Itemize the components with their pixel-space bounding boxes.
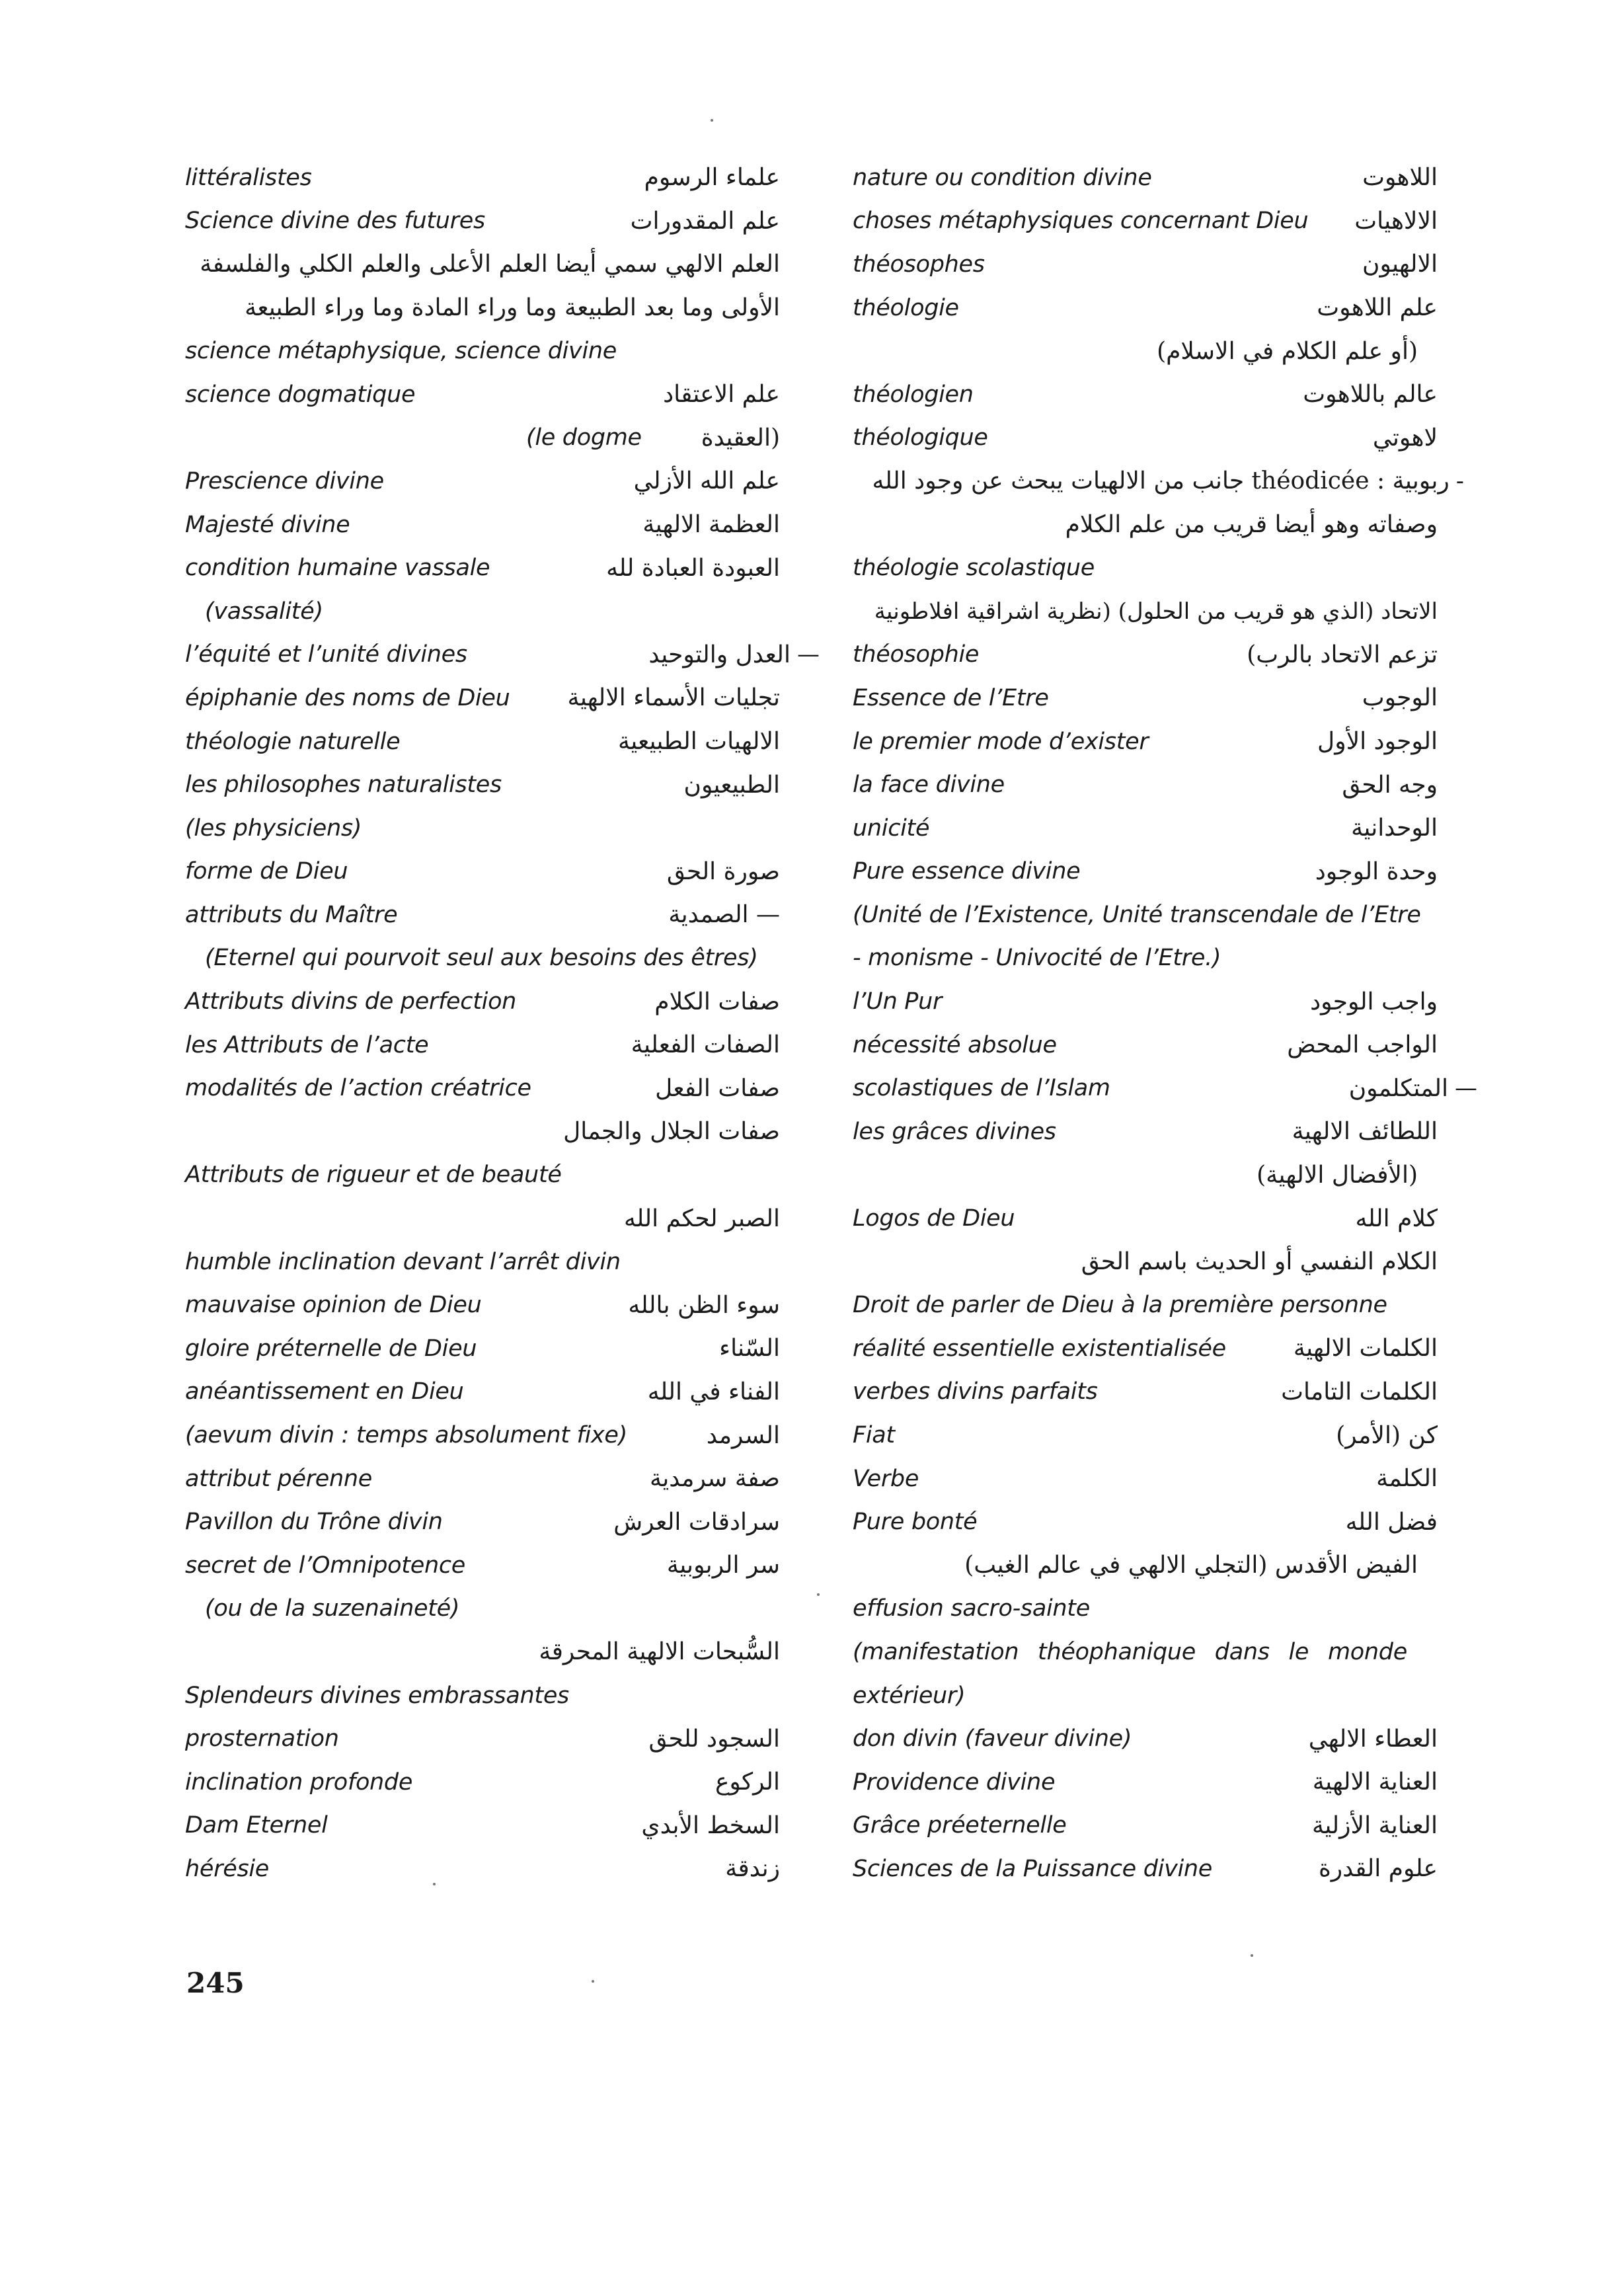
entry-row	[853, 1500, 1438, 1544]
french-term: forme de Dieu	[185, 858, 348, 885]
entry-row	[853, 937, 1438, 980]
french-term: don divin (faveur divine)	[853, 1725, 1132, 1753]
scan-speck	[1251, 1954, 1253, 1957]
arabic-term: العلم الالهي سمي أيضا العلم الأعلى والعلم الكلي والفلسفة	[200, 251, 780, 278]
french-term: nécessité absolue	[853, 1031, 1057, 1058]
dash-mark: —	[797, 641, 820, 668]
entry-row	[185, 286, 780, 330]
entry-row	[185, 373, 780, 416]
arabic-term: سر الربوبية	[666, 1552, 780, 1579]
french-term: (le dogme	[525, 424, 642, 452]
french-term: unicité	[853, 814, 930, 842]
entry-row	[853, 1197, 1438, 1240]
arabic-term: الطبيعيون	[683, 771, 780, 799]
entry-row	[853, 1457, 1438, 1501]
entry-row	[185, 1500, 780, 1544]
entry-row	[853, 807, 1438, 850]
entry-row	[185, 763, 780, 807]
arabic-term: السرمد	[706, 1421, 780, 1449]
french-term: réalité essentielle existentialisée	[853, 1335, 1226, 1362]
arabic-term: الالاهيات	[1354, 207, 1438, 235]
entry-row	[853, 503, 1438, 547]
arabic-term: الوجوب	[1362, 684, 1438, 712]
french-term: anéantissement en Dieu	[185, 1378, 464, 1405]
entry-row	[853, 546, 1438, 590]
arabic-term: اللطائف الالهية	[1292, 1118, 1438, 1146]
french-term: Fiat	[853, 1422, 895, 1449]
entry-row	[853, 1283, 1438, 1327]
entry-row	[853, 243, 1438, 286]
arabic-term: الفيض الأقدس (التجلي الالهي في عالم الغيب)	[964, 1552, 1418, 1579]
french-term: mauvaise opinion de Dieu	[185, 1292, 482, 1319]
french-term: modalités de l’action créatrice	[185, 1075, 531, 1102]
entry-row	[185, 1154, 780, 1197]
arabic-term: السّناء	[719, 1335, 780, 1363]
arabic-term: الوحدانية	[1351, 814, 1438, 842]
arabic-term: صفات الجلال والجمال	[563, 1118, 780, 1146]
french-term: Prescience divine	[185, 467, 384, 495]
entry-row	[185, 1066, 780, 1110]
arabic-term: العطاء الالهي	[1308, 1725, 1438, 1753]
arabic-term: — الصمدية	[668, 901, 780, 929]
entry-row	[185, 1674, 780, 1718]
entry-row	[185, 1457, 780, 1501]
arabic-term: (الأفضال الالهية)	[1257, 1161, 1418, 1189]
entry-row	[853, 1154, 1438, 1197]
arabic-term: كلام الله	[1355, 1205, 1438, 1232]
french-term: Droit de parler de Dieu à la première personne	[853, 1292, 1387, 1319]
arabic-term: تزعم الاتحاد بالرب)	[1247, 641, 1438, 668]
scan-speck	[592, 1980, 594, 1983]
arabic-term: علوم القدرة	[1318, 1855, 1438, 1883]
scan-speck	[817, 1593, 820, 1596]
french-term: Logos de Dieu	[853, 1205, 1015, 1232]
arabic-term: العدل والتوحيد	[648, 641, 791, 668]
arabic-term: العظمة الالهية	[642, 511, 780, 539]
french-term: condition humaine vassale	[185, 555, 490, 582]
entry-row	[185, 1370, 780, 1414]
french-term: les grâces divines	[853, 1118, 1056, 1145]
arabic-term: الأولى وما بعد الطبيعة وما وراء المادة وما وراء الطبيعة	[245, 294, 780, 322]
entry-row	[853, 850, 1438, 894]
arabic-term: (العقيدة	[701, 424, 780, 452]
arabic-term: وجه الحق	[1342, 771, 1438, 799]
scan-speck	[433, 1883, 436, 1885]
entry-row	[185, 1847, 780, 1891]
entry-row	[853, 1761, 1438, 1804]
french-term: gloire préternelle de Dieu	[185, 1335, 477, 1362]
arabic-term: السُّبحات الالهية المحرقة	[539, 1638, 780, 1666]
french-term: Science divine des futures	[185, 208, 485, 235]
french-term: théologie naturelle	[185, 728, 401, 755]
french-term: Attributs de rigueur et de beauté	[185, 1162, 562, 1189]
french-term: Pure bonté	[853, 1509, 978, 1536]
arabic-term: المتكلمون	[1348, 1074, 1448, 1102]
entry-row	[853, 763, 1438, 807]
french-term: le premier mode d’exister	[853, 728, 1149, 755]
french-term: Dam Eternel	[185, 1812, 328, 1839]
right-column	[853, 156, 1477, 1891]
french-term: humble inclination devant l’arrêt divin	[185, 1248, 621, 1275]
arabic-term: وحدة الوجود	[1315, 857, 1438, 885]
french-term: théosophes	[853, 251, 985, 278]
french-term: épiphanie des noms de Dieu	[185, 684, 510, 711]
entry-row	[853, 416, 1438, 460]
arabic-term: فضل الله	[1345, 1508, 1438, 1536]
arabic-term: علماء الرسوم	[644, 164, 780, 192]
french-term: choses métaphysiques concernant Dieu	[853, 208, 1309, 235]
french-term: Attributs divins de perfection	[185, 988, 517, 1015]
entry-row	[853, 373, 1438, 416]
scan-speck	[711, 119, 713, 122]
entry-row	[853, 980, 1438, 1023]
french-term: littéralistes	[185, 164, 312, 191]
entry-row	[853, 1587, 1438, 1631]
french-term: scolastiques de l’Islam	[853, 1075, 1110, 1102]
french-term: les philosophes naturalistes	[185, 772, 502, 799]
french-term: extérieur)	[853, 1682, 966, 1709]
french-term: verbes divins parfaits	[853, 1378, 1098, 1405]
entry-row	[853, 1023, 1438, 1067]
french-term: l’Un Pur	[853, 988, 943, 1015]
arabic-term: الكلمات التامات	[1281, 1378, 1438, 1405]
arabic-term: تجليات الأسماء الالهية	[567, 684, 780, 712]
arabic-term: ربوبية : théodicée جانب من الالهيات يبحث عن وجود الله	[872, 467, 1450, 495]
french-term: l’équité et l’unité divines	[185, 641, 467, 668]
entry-row	[853, 1240, 1438, 1284]
arabic-term: عالم باللاهوت	[1303, 381, 1438, 409]
french-term: science métaphysique, science divine	[185, 338, 617, 365]
french-term: Essence de l’Etre	[853, 684, 1049, 711]
arabic-term: علم المقدورات	[630, 207, 780, 235]
entry-row	[185, 1327, 780, 1370]
entry-row	[185, 807, 780, 850]
dash-mark: -	[1455, 467, 1464, 495]
french-term: Grâce préeternelle	[853, 1812, 1067, 1839]
french-term: Pure essence divine	[853, 858, 1081, 885]
entry-row	[185, 633, 820, 677]
arabic-term: كن (الأمر)	[1336, 1421, 1438, 1449]
french-term: nature ou condition divine	[853, 164, 1152, 191]
arabic-term: العناية الالهية	[1312, 1768, 1438, 1796]
french-term: secret de l’Omnipotence	[185, 1552, 466, 1579]
french-term: (Unité de l’Existence, Unité transcendale de l’Etre	[853, 901, 1421, 928]
entry-row	[853, 459, 1464, 503]
arabic-term: السخط الأبدي	[641, 1811, 780, 1839]
arabic-term: سوء الظن بالله	[628, 1291, 780, 1319]
arabic-term: لاهوتي	[1372, 424, 1438, 452]
entry-row	[185, 1023, 780, 1067]
entry-row	[853, 1110, 1438, 1154]
french-term: Providence divine	[853, 1768, 1056, 1796]
french-term: (Eternel qui pourvoit seul aux besoins des êtres)	[205, 945, 758, 972]
entry-row	[185, 1544, 780, 1587]
entry-row	[185, 1110, 780, 1154]
arabic-term: سرادقات العرش	[613, 1508, 780, 1536]
french-term: (les physiciens)	[185, 814, 362, 842]
arabic-term: الصبر لحكم الله	[623, 1205, 780, 1232]
arabic-term: صفة سرمدية	[649, 1465, 780, 1493]
entry-row	[185, 416, 780, 460]
entry-row	[853, 1413, 1438, 1457]
arabic-term: الواجب المحض	[1287, 1031, 1438, 1059]
french-term: (vassalité)	[205, 598, 323, 625]
arabic-term: الاتحاد (الذي هو قريب من الحلول) (نظرية اشراقية افلاطونية	[874, 598, 1438, 625]
arabic-term: السجود للحق	[648, 1725, 780, 1753]
french-term: théosophie	[853, 641, 980, 668]
entry-row	[185, 329, 780, 373]
dash-mark: —	[1455, 1075, 1477, 1102]
french-term: inclination profonde	[185, 1768, 413, 1796]
arabic-term: الكلمة	[1376, 1465, 1438, 1493]
entry-row	[853, 720, 1438, 764]
entry-row	[853, 1717, 1438, 1761]
french-term: attribut pérenne	[185, 1465, 373, 1492]
french-term: (manifestation théophanique dans le monde	[853, 1638, 1407, 1665]
entry-row	[853, 1630, 1438, 1674]
entry-row	[185, 590, 780, 633]
entry-row	[853, 329, 1438, 373]
entry-row	[185, 676, 780, 720]
french-term: théologique	[853, 424, 988, 452]
french-term: prosternation	[185, 1725, 339, 1753]
left-column	[185, 156, 820, 1891]
french-term: Pavillon du Trône divin	[185, 1509, 443, 1536]
arabic-term: علم الاعتقاد	[663, 381, 780, 409]
entry-row	[185, 1587, 780, 1631]
entry-row	[853, 200, 1438, 243]
entry-row	[185, 720, 780, 764]
arabic-term: العبودة العبادة لله	[606, 554, 780, 582]
french-term: science dogmatique	[185, 381, 416, 408]
entry-row	[185, 893, 780, 937]
arabic-term: اللاهوت	[1362, 164, 1438, 192]
entry-row	[853, 590, 1438, 633]
entry-row	[185, 1804, 780, 1848]
arabic-term: العناية الأزلية	[1312, 1811, 1438, 1839]
arabic-term: الكلمات الالهية	[1293, 1335, 1438, 1363]
french-term: - monisme - Univocité de l’Etre.)	[853, 945, 1221, 972]
arabic-term: الكلام النفسي أو الحديث باسم الحق	[1081, 1248, 1438, 1276]
french-term: théologien	[853, 381, 974, 408]
french-term: attributs du Maître	[185, 901, 398, 928]
french-term: effusion sacro-sainte	[853, 1595, 1090, 1622]
entry-row	[185, 156, 780, 200]
arabic-term: الالهيات الطبيعية	[617, 728, 780, 756]
entry-row	[185, 503, 780, 547]
arabic-term: الصفات الفعلية	[631, 1031, 780, 1059]
arabic-term: الركوع	[715, 1768, 780, 1796]
arabic-term: صورة الحق	[666, 857, 780, 885]
entry-row	[853, 893, 1438, 937]
french-term: hérésie	[185, 1855, 270, 1882]
entry-row	[853, 286, 1438, 330]
entry-row	[185, 1717, 780, 1761]
arabic-term: وصفاته وهو أيضا قريب من علم الكلام	[1065, 511, 1438, 539]
entry-row	[185, 200, 780, 243]
french-term: les Attributs de l’acte	[185, 1031, 429, 1058]
entry-row	[185, 459, 780, 503]
entry-row	[853, 1804, 1438, 1848]
arabic-term: واجب الوجود	[1310, 988, 1438, 1015]
french-term: théologie	[853, 294, 959, 321]
entry-row	[185, 546, 780, 590]
entry-row	[853, 1544, 1438, 1587]
french-term: Majesté divine	[185, 511, 350, 538]
entry-row	[185, 937, 780, 980]
entry-row	[185, 1761, 780, 1804]
arabic-term: زندقة	[725, 1855, 780, 1883]
entry-row	[185, 243, 780, 286]
arabic-term: الوجود الأول	[1317, 728, 1438, 756]
arabic-term: علم الله الأزلي	[633, 467, 780, 495]
french-term: (aevum divin : temps absolument fixe)	[185, 1422, 628, 1449]
french-term: (ou de la suzenaineté)	[205, 1595, 460, 1622]
entry-row	[853, 1066, 1477, 1110]
french-term: la face divine	[853, 772, 1005, 799]
arabic-term: صفات الكلام	[654, 988, 780, 1015]
arabic-term: الالهيون	[1362, 251, 1438, 278]
entry-row	[853, 1674, 1438, 1718]
french-term: Verbe	[853, 1465, 919, 1492]
entry-row	[185, 1240, 780, 1284]
entry-row	[853, 633, 1438, 677]
entry-row	[185, 850, 780, 894]
french-term: théologie scolastique	[853, 555, 1095, 582]
arabic-term: الفناء في الله	[647, 1378, 780, 1405]
entry-row	[853, 676, 1438, 720]
entry-row	[185, 1413, 780, 1457]
entry-row	[185, 1283, 780, 1327]
entry-row	[853, 1847, 1438, 1891]
arabic-term: (أو علم الكلام في الاسلام)	[1157, 337, 1418, 365]
arabic-term: علم اللاهوت	[1317, 294, 1438, 322]
french-term: Sciences de la Puissance divine	[853, 1855, 1213, 1882]
entry-row	[853, 1327, 1438, 1370]
entry-row	[853, 1370, 1438, 1414]
entry-row	[185, 1630, 780, 1674]
arabic-term: صفات الفعل	[655, 1074, 780, 1102]
entry-row	[853, 156, 1438, 200]
french-term: Splendeurs divines embrassantes	[185, 1682, 569, 1709]
entry-row	[185, 980, 780, 1023]
entry-row	[185, 1197, 780, 1240]
page-number: 245	[186, 1967, 245, 1999]
